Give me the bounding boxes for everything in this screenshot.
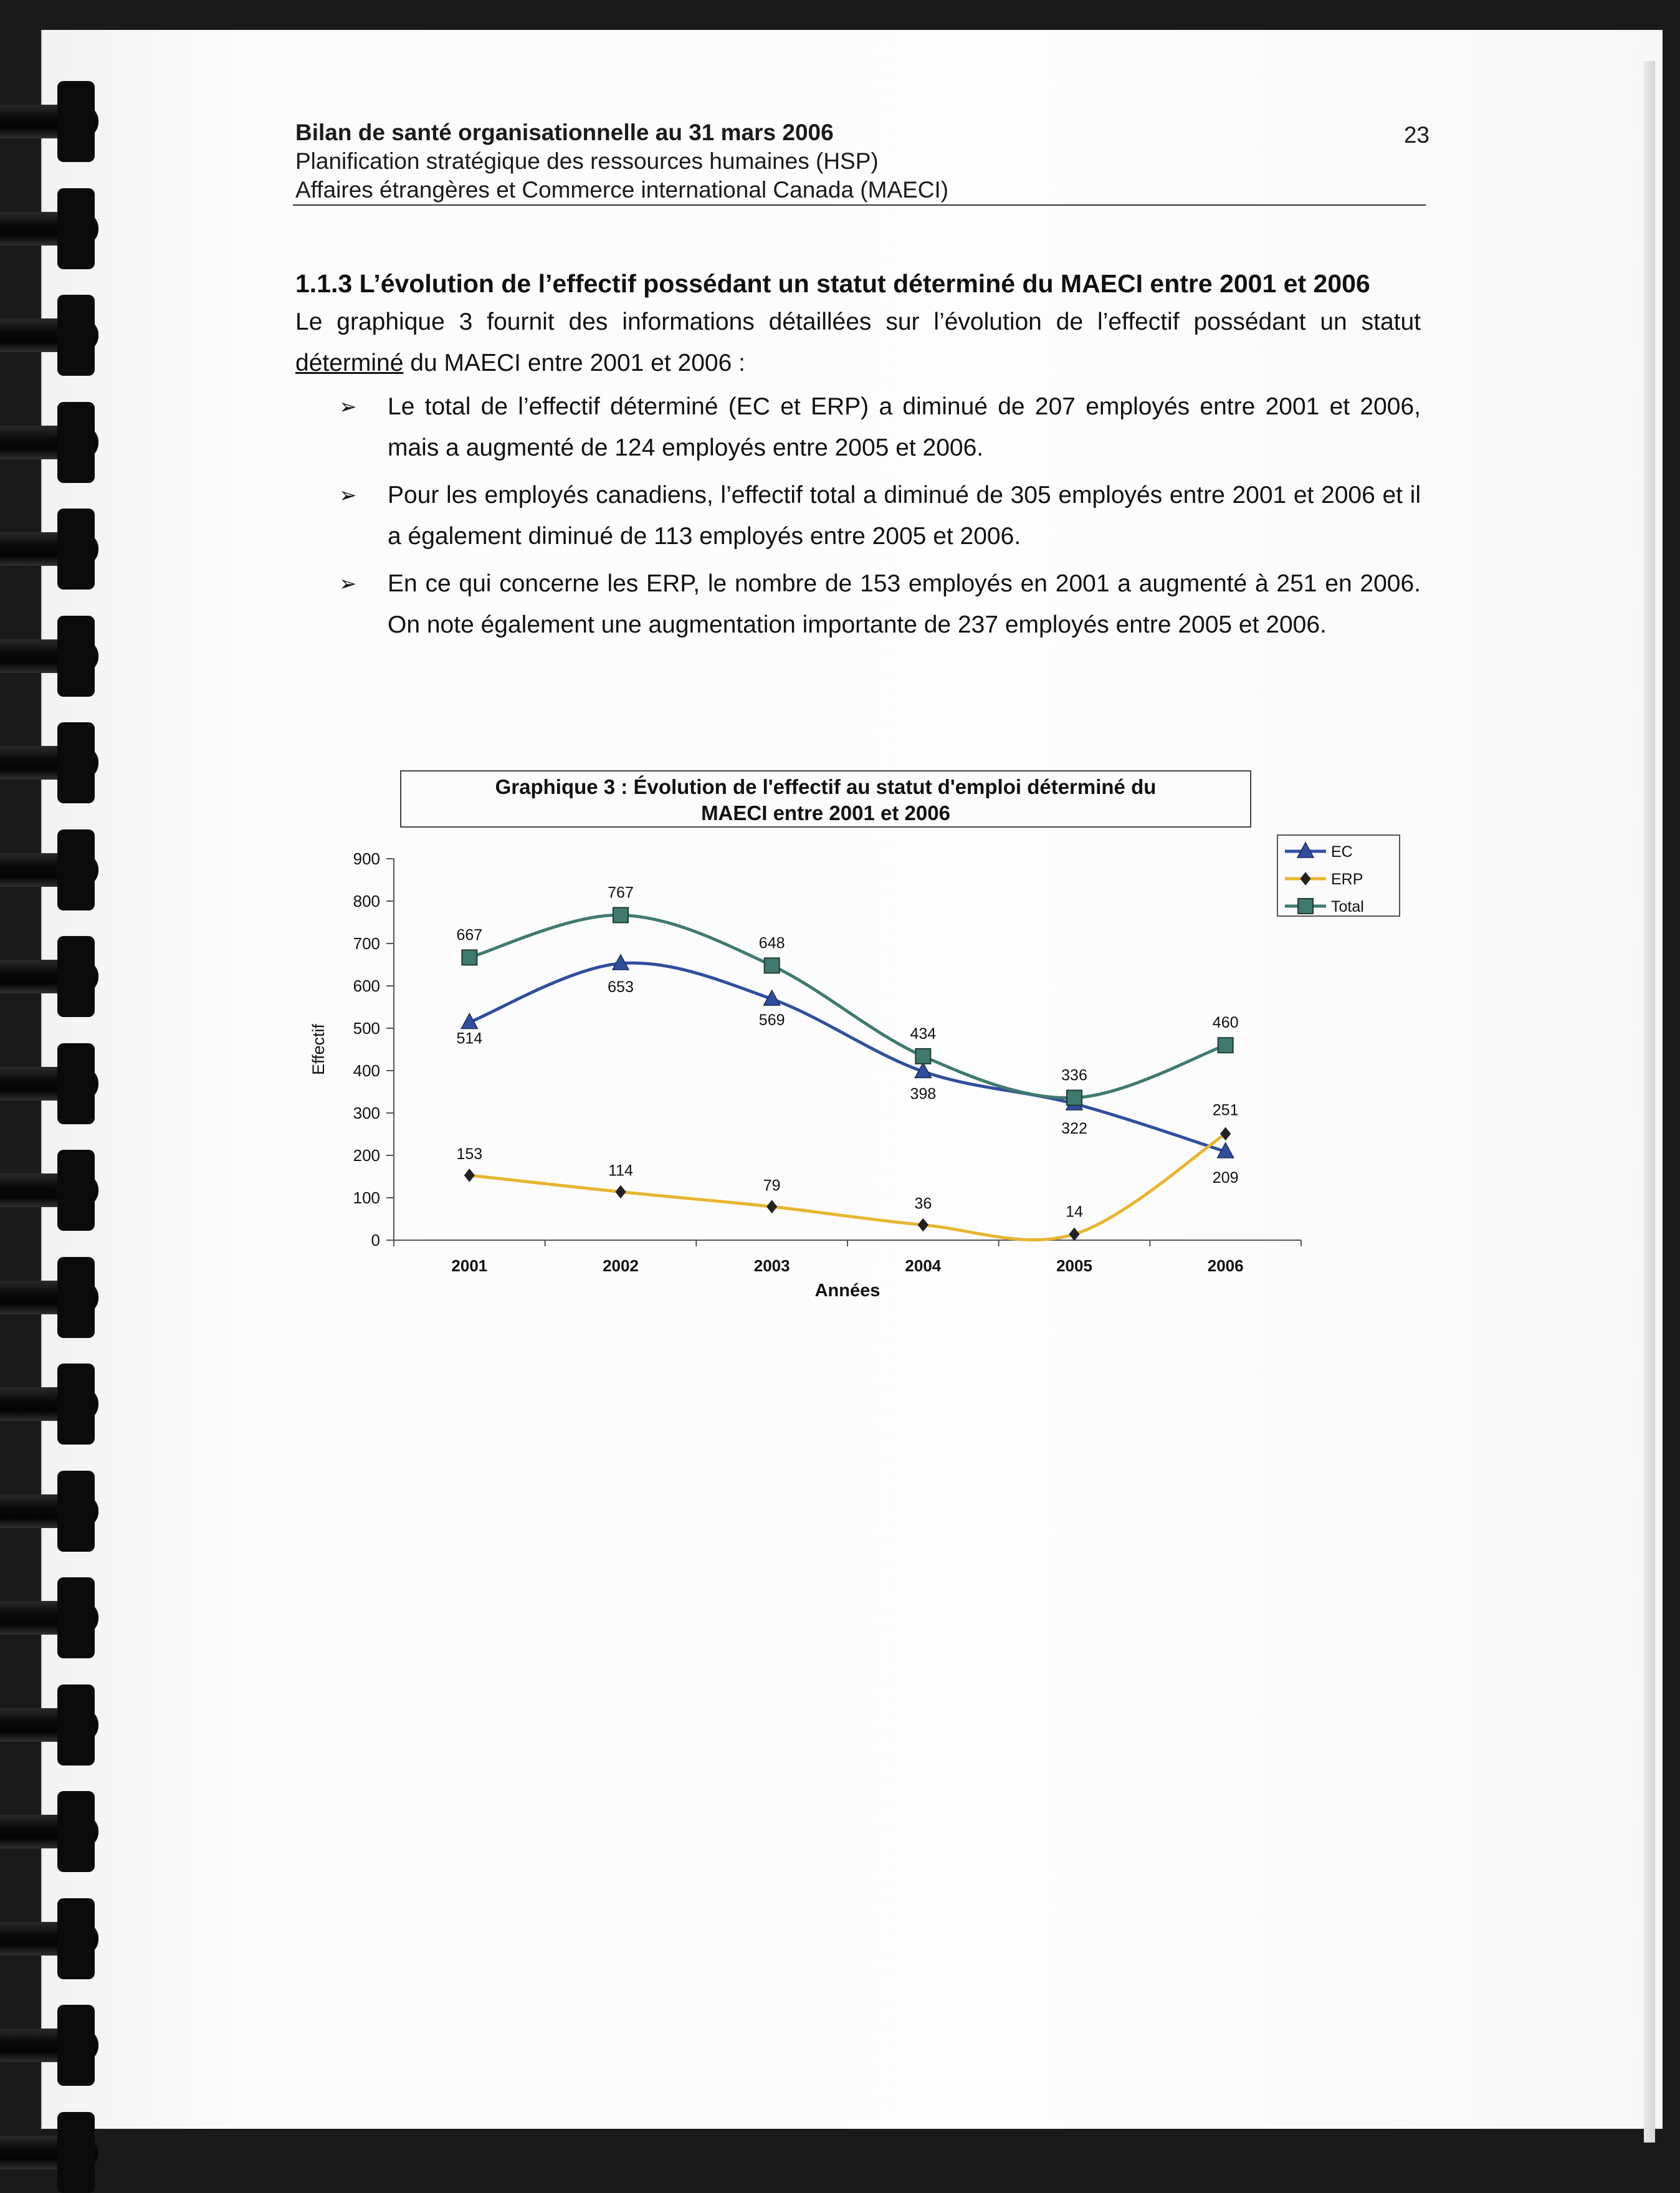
data-point-total	[462, 950, 477, 965]
legend-entry: Total	[1331, 898, 1364, 915]
y-tick-label: 300	[353, 1104, 380, 1122]
bullet-text: Pour les employés canadiens, l’effectif total a diminué de 305 employés entre 2001 et 2006 et il a également diminué de 113 employés entre 2005 et 2006.	[388, 482, 1421, 550]
data-point-erp	[767, 1200, 777, 1213]
x-tick-label: 2001	[451, 1256, 488, 1275]
arrow-bullet-icon: ➢	[339, 572, 357, 596]
data-point-total	[1067, 1091, 1082, 1106]
binding-ring	[0, 1815, 98, 1848]
data-label-erp: 153	[456, 1145, 483, 1163]
binding-ring	[0, 1922, 98, 1956]
header-department: Affaires étrangères et Commerce international Canada (MAECI)	[295, 177, 949, 203]
binding-ring	[0, 960, 98, 993]
data-label-erp: 14	[1066, 1203, 1083, 1221]
line-chart	[293, 748, 1439, 1321]
data-point-erp	[1069, 1228, 1079, 1240]
section-title: 1.1.3 L’évolution de l’effectif possédant un statut déterminé du MAECI entre 2001 et 2006	[295, 269, 1370, 298]
data-label-ec: 653	[608, 978, 634, 996]
chart-title-line2: MAECI entre 2001 et 2006	[701, 801, 950, 824]
data-label-erp: 79	[763, 1177, 781, 1195]
binding-ring	[0, 212, 98, 246]
chart-title-line1: Graphique 3 : Évolution de l'effectif au statut d'emploi déterminé du	[495, 775, 1157, 798]
data-label-erp: 36	[914, 1195, 932, 1213]
binding-ring	[0, 1067, 98, 1101]
y-tick-label: 100	[353, 1188, 380, 1207]
y-axis-label: Effectif	[309, 1023, 328, 1076]
binding-ring	[0, 105, 98, 138]
arrow-bullet-icon: ➢	[339, 395, 357, 419]
y-tick-label: 200	[353, 1146, 380, 1165]
bullet-list	[295, 386, 1421, 646]
data-label-ec: 514	[456, 1030, 483, 1048]
data-point-total	[915, 1049, 930, 1064]
x-tick-label: 2005	[1056, 1256, 1092, 1275]
binding-ring	[0, 853, 98, 887]
data-label-ec: 398	[910, 1085, 937, 1103]
series-line-ec	[469, 963, 1225, 1152]
binding-ring	[0, 426, 98, 459]
binding-ring	[0, 1601, 98, 1635]
data-label-erp: 251	[1212, 1101, 1239, 1119]
x-tick-label: 2006	[1207, 1256, 1244, 1275]
bullet-item	[295, 475, 1421, 557]
page-number: 23	[1403, 122, 1429, 148]
data-point-total	[613, 907, 628, 922]
binding-ring	[0, 2136, 98, 2169]
intro-paragraph	[295, 302, 1421, 384]
header-divider	[293, 204, 1426, 206]
data-label-total: 460	[1212, 1014, 1239, 1032]
chart-container	[293, 748, 1439, 1321]
data-point-erp	[918, 1219, 928, 1231]
data-point-erp	[464, 1169, 474, 1182]
x-tick-label: 2004	[905, 1256, 942, 1275]
data-point-total	[1218, 1038, 1233, 1053]
y-tick-label: 500	[353, 1019, 380, 1038]
binding-ring	[0, 746, 98, 780]
data-label-total: 336	[1061, 1066, 1087, 1084]
legend-marker	[1298, 899, 1313, 914]
series-line-total	[469, 915, 1225, 1097]
y-tick-label: 600	[353, 977, 380, 995]
data-label-ec: 209	[1212, 1168, 1239, 1187]
arrow-bullet-icon: ➢	[339, 484, 357, 507]
data-label-ec: 569	[758, 1011, 785, 1030]
intro-text-b: du MAECI entre 2001 et 2006 :	[403, 350, 745, 376]
data-label-total: 667	[456, 926, 483, 944]
x-axis-label: Années	[814, 1281, 881, 1301]
binding-ring	[0, 1281, 98, 1314]
bullet-text: Le total de l’effectif déterminé (EC et ERP) a diminué de 207 employés entre 2001 et 2006, mais a augmenté de 124 employés entre 2005 et 2006.	[388, 393, 1421, 461]
intro-text-a: Le graphique 3 fournit des informations détaillées sur l’évolution de l’effectif possédant un statut	[295, 308, 1421, 335]
data-label-ec: 322	[1061, 1120, 1087, 1138]
y-tick-label: 400	[353, 1061, 380, 1080]
y-tick-label: 700	[353, 934, 380, 953]
y-tick-label: 0	[371, 1231, 380, 1249]
intro-underlined: déterminé	[295, 350, 404, 376]
page-header	[295, 118, 1429, 204]
y-tick-label: 900	[353, 849, 380, 868]
data-point-erp	[616, 1185, 626, 1198]
header-title: Bilan de santé organisationnelle au 31 mars 2006	[295, 120, 834, 145]
binding-ring	[0, 2028, 98, 2062]
x-tick-label: 2003	[753, 1256, 790, 1275]
binding-ring	[0, 1387, 98, 1421]
data-label-erp: 114	[608, 1162, 633, 1180]
data-label-total: 434	[910, 1025, 937, 1043]
spiral-binding	[0, 0, 106, 2148]
legend-entry: ERP	[1331, 871, 1363, 888]
binding-ring	[0, 1173, 98, 1207]
bullet-item	[295, 563, 1421, 646]
binding-ring	[0, 1708, 98, 1742]
section-content	[295, 265, 1421, 652]
binding-ring	[0, 318, 98, 352]
header-subtitle: Planification stratégique des ressources humaines (HSP)	[295, 148, 879, 174]
page-edge	[1644, 61, 1655, 2143]
legend-entry: EC	[1331, 843, 1353, 861]
binding-ring	[0, 639, 98, 673]
binding-ring	[0, 532, 98, 566]
data-label-total: 648	[758, 934, 785, 952]
bullet-item	[295, 386, 1421, 469]
binding-ring	[0, 1494, 98, 1528]
bullet-text: En ce qui concerne les ERP, le nombre de 153 employés en 2001 a augmenté à 251 en 2006. On note également une augmentation importante de 237 employés entre 2005 et 2006.	[388, 570, 1421, 638]
data-point-total	[765, 958, 780, 973]
data-label-total: 767	[608, 884, 634, 902]
series-line-erp	[469, 1134, 1225, 1240]
x-tick-label: 2002	[603, 1256, 639, 1275]
y-tick-label: 800	[353, 892, 380, 910]
